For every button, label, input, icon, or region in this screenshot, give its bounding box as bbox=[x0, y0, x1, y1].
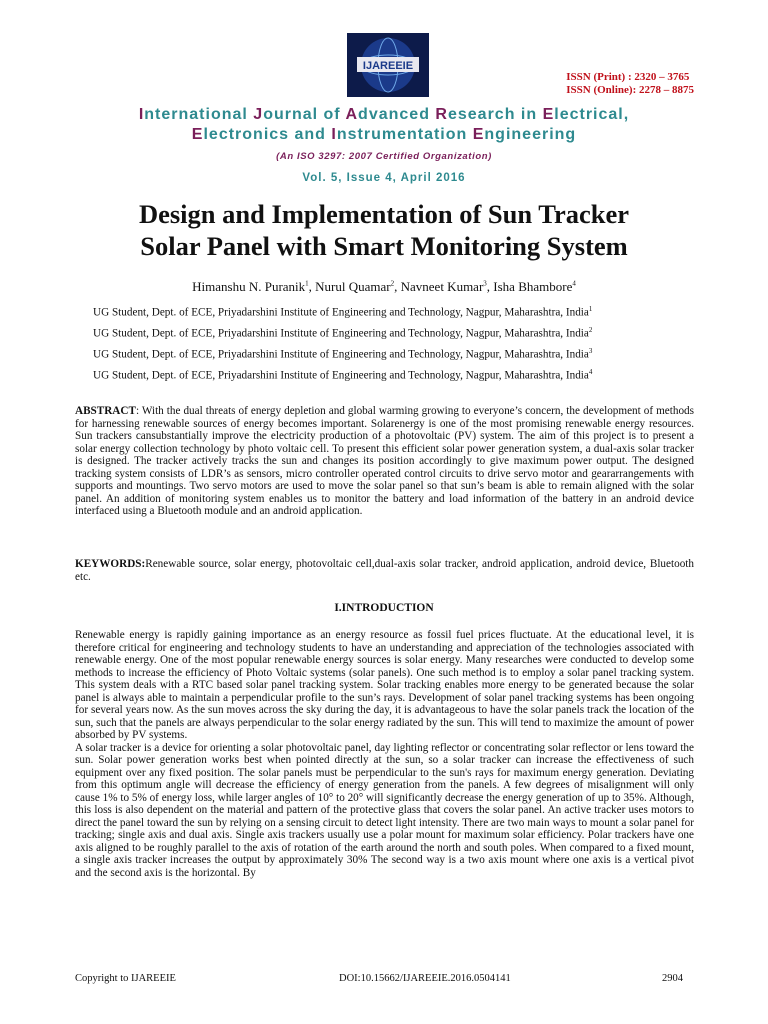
author-list: Himanshu N. Puranik$^1$, Nurul Quamar$^2$, Navneet Kumar$^3$, Isha Bhambore$^4$ bbox=[192, 279, 576, 294]
jn-cap: E bbox=[191, 126, 204, 143]
jn-cap: E bbox=[542, 106, 555, 123]
author-sup: 2 bbox=[390, 279, 395, 288]
keywords-text: Renewable source, solar energy, photovoltaic cell,dual-axis solar tracker, android application, android device, Bluetooth etc. bbox=[75, 558, 694, 583]
abstract-label: ABSTRACT bbox=[75, 405, 136, 417]
title-line: Solar Panel with Smart Monitoring System bbox=[140, 231, 628, 261]
paper-title bbox=[0, 198, 768, 262]
jn-cap: A bbox=[345, 106, 359, 123]
affiliation-sup: 2 bbox=[588, 326, 593, 334]
journal-logo bbox=[347, 33, 429, 97]
jn-rest: lectrical, bbox=[554, 106, 630, 123]
jn-rest: esearch in bbox=[447, 106, 543, 123]
author-sup: 3 bbox=[483, 279, 487, 288]
jn-cap: I bbox=[138, 106, 145, 123]
jn-rest: ournal of bbox=[263, 106, 346, 123]
abstract bbox=[75, 405, 694, 518]
section-heading: I.INTRODUCTION bbox=[334, 602, 434, 614]
logo-text: IJAREEIE bbox=[362, 60, 414, 72]
jn-cap: R bbox=[435, 106, 448, 123]
affiliation bbox=[93, 347, 683, 361]
affiliation bbox=[93, 368, 683, 382]
author-sup: 4 bbox=[572, 279, 576, 288]
author-name: Nurul Quamar bbox=[315, 279, 391, 294]
affiliation-text: UG Student, Dept. of ECE, Priyadarshini Institute of Engineering and Technology, Nagpur, Maharashtra, India bbox=[93, 306, 589, 319]
affiliation-sup: 1 bbox=[588, 305, 593, 313]
footer-doi: DOI:10.15662/IJAREEIE.2016.0504141 bbox=[339, 973, 511, 984]
affiliation-sup: 4 bbox=[588, 368, 593, 376]
page-number: 2904 bbox=[662, 973, 683, 984]
jn-cap: I bbox=[331, 126, 337, 143]
introduction-body bbox=[75, 629, 694, 879]
jn-cap: J bbox=[253, 106, 264, 123]
author-name: Isha Bhambore bbox=[493, 279, 573, 294]
affiliation bbox=[93, 305, 683, 319]
issn-online: ISSN (Online): 2278 – 8875 bbox=[566, 84, 694, 96]
keywords-label: KEYWORDS: bbox=[75, 558, 146, 570]
affiliation-sup: 3 bbox=[588, 347, 593, 355]
jn-rest: lectronics and bbox=[203, 126, 332, 143]
author-name: Himanshu N. Puranik bbox=[192, 279, 306, 294]
affiliation-text: UG Student, Dept. of ECE, Priyadarshini Institute of Engineering and Technology, Nagpur, Maharashtra, India bbox=[93, 348, 589, 361]
paragraph: A solar tracker is a device for orienting a solar photovoltaic panel, day lighting reflector or concentrating solar reflector or lens toward the sun. Solar power generation works best when pointed directly at the sun, so a solar tracker can increase the effectiveness of such equipment over any fixed position. The solar panels must be perpendicular to the sun's rays for maximum energy generation. Deviating from this optimum angle will decrease the efficiency of energy generation from the panels. A few degrees of misalignment will only cause 1% to 5% of energy loss, while larger angles of 10° to 20° will significantly decrease the energy generation of up to 35%. Although, this loss is also dependent on the material and pattern of the protective glass that covers the solar panel. An active tracker uses motors to direct the panel toward the sun by relying on a sensing circuit to detect light intensity. There are two main ways to mount a solar panel for tracking; single axis and dual axis. Single axis trackers usually use a polar mount for maximum solar efficiency. Polar trackers have one axis aligned to be roughly parallel to the axis of rotation of the earth around the north and south poles. When compared to a fixed mount, a single axis tracker increases the output by approximately 30% The second way is a two axis mount where one axis is a vertical pivot and the second axis is the horizontal. By bbox=[75, 741, 694, 879]
keywords bbox=[75, 558, 694, 583]
issn-block bbox=[566, 71, 694, 97]
author-name: Navneet Kumar bbox=[400, 279, 484, 294]
jn-rest: nstrumentation bbox=[336, 126, 473, 143]
abstract-text: : With the dual threats of energy depletion and global warming growing to everyone’s concern, the development of methods for harnessing renewable sources of energy becomes important. Solarenergy is one of the most promising renewable energy resources. Sun trackers cansubstantially improve the electricity production of a photovoltaic (PV) system. The aim of this project is to present a solar energy collection technology by photo voltaic cell. To present this efficient solar power generation system, a dual-axis solar tracker is designed. The tracker actively tracks the sun and changes its position accordingly to give maximum power output. The designed tracking system consists of LDR’s as sensors, micro controller operated control circuits to drive servo motor and geararrangements with supports and mountings. Two servo motors are used to move the solar panel so that sun’s beam is able to remain aligned with the solar panel. An addition of monitoring system enables us to monitor the battery and load information of the battery in an android device interfaced using a Bluetooth module and an android application. bbox=[75, 405, 694, 517]
affiliation bbox=[93, 326, 683, 340]
affiliation-text: UG Student, Dept. of ECE, Priyadarshini Institute of Engineering and Technology, Nagpur, Maharashtra, India bbox=[93, 369, 589, 382]
journal-name-line1 bbox=[0, 106, 768, 124]
jn-rest: dvanced bbox=[358, 106, 436, 123]
author-sup: 1 bbox=[305, 279, 309, 288]
footer-copyright: Copyright to IJAREEIE bbox=[75, 973, 176, 984]
jn-cap: E bbox=[472, 126, 485, 143]
title-line: Design and Implementation of Sun Tracker bbox=[138, 199, 630, 229]
iso-certification: (An ISO 3297: 2007 Certified Organization) bbox=[276, 151, 492, 162]
journal-name-line2 bbox=[0, 126, 768, 144]
volume-issue: Vol. 5, Issue 4, April 2016 bbox=[302, 172, 466, 184]
jn-rest: ngineering bbox=[484, 126, 577, 143]
jn-rest: nternational bbox=[144, 106, 254, 123]
affiliation-text: UG Student, Dept. of ECE, Priyadarshini Institute of Engineering and Technology, Nagpur, Maharashtra, India bbox=[93, 327, 589, 340]
paragraph: Renewable energy is rapidly gaining importance as an energy resource as fossil fuel prices fluctuate. At the educational level, it is therefore critical for engineering and technology students to have an understanding and appreciation of the technologies associated with renewable energy. One of the most popular renewable energy sources is solar energy. Many researches were conducted to develop some methods to increase the efficiency of Photo Voltaic systems (solar panels). One such method is to employ a solar panel tracking system. This system deals with a RTC based solar panel tracking system. Solar tracking enables more energy to be generated because the solar panel is always able to maintain a perpendicular profile to the sun’s rays. Development of solar panel tracking systems has been ongoing for several years now. As the sun moves across the sky during the day, it is advantageous to have the solar panels track the location of the sun, such that the panels are always perpendicular to the solar energy radiated by the sun. This will tend to maximize the amount of power absorbed by PV systems. bbox=[75, 629, 694, 741]
issn-print: ISSN (Print) : 2320 – 3765 bbox=[566, 71, 690, 83]
